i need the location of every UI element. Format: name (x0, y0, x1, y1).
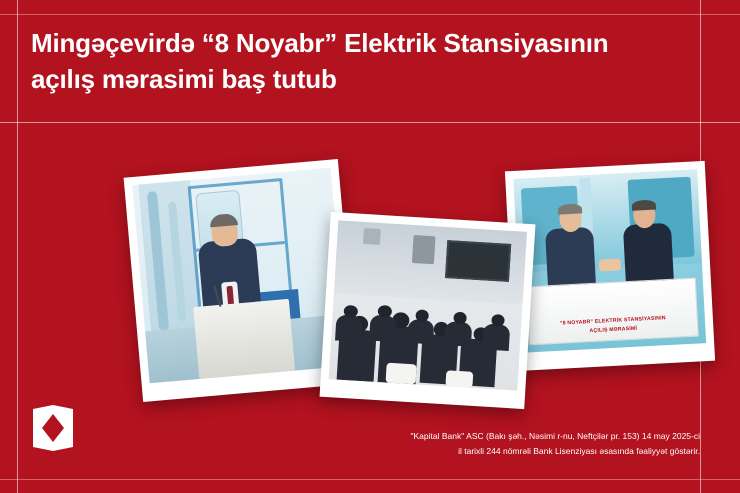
guide-line-headline-divider (0, 122, 740, 123)
handshake-shape (599, 259, 622, 272)
photo-right (505, 161, 715, 371)
ceremony-desk-text-line2: AÇILIŞ MƏRASİMİ (589, 325, 638, 334)
ceremony-desk (526, 277, 698, 345)
hall-screen-shape (445, 240, 511, 282)
legal-disclaimer-line2: il tarixli 244 nömrəli Bank Lisenziyası əsasında fəaliyyət göstərir. (458, 446, 700, 457)
legal-disclaimer (360, 429, 700, 459)
legal-disclaimer-line1: "Kapital Bank" ASC (Bakı şəh., Nəsimi r-nu, Neftçilər pr. 153) 14 may 2025-ci (410, 431, 700, 442)
official-b-body-shape (623, 223, 674, 285)
ceremony-desk-text-line1: "8 NOYABR" ELEKTRİK STANSİYASININ (559, 314, 666, 327)
audience-rows (329, 281, 524, 391)
photo-center-scene (329, 220, 527, 390)
guide-line-bottom (0, 479, 740, 480)
photo-left-scene (132, 168, 348, 384)
guide-line-top (0, 14, 740, 15)
ceremony-desk-text (542, 313, 683, 338)
hall-speaker-shape (411, 235, 435, 265)
official-b-hair-shape (631, 199, 655, 211)
official-a-hair-shape (558, 203, 582, 215)
photo-right-scene (513, 169, 706, 352)
photo-center (320, 212, 536, 409)
podium-shape (193, 299, 295, 379)
hall-light-shape (363, 228, 381, 245)
photo-collage (0, 130, 740, 420)
kapital-bank-logo (33, 405, 73, 451)
page-title: Mingəçevirdə “8 Noyabr” Elektrik Stansiyasının açılış mərasimi baş tutub (31, 28, 609, 94)
official-a-body-shape (545, 227, 596, 289)
